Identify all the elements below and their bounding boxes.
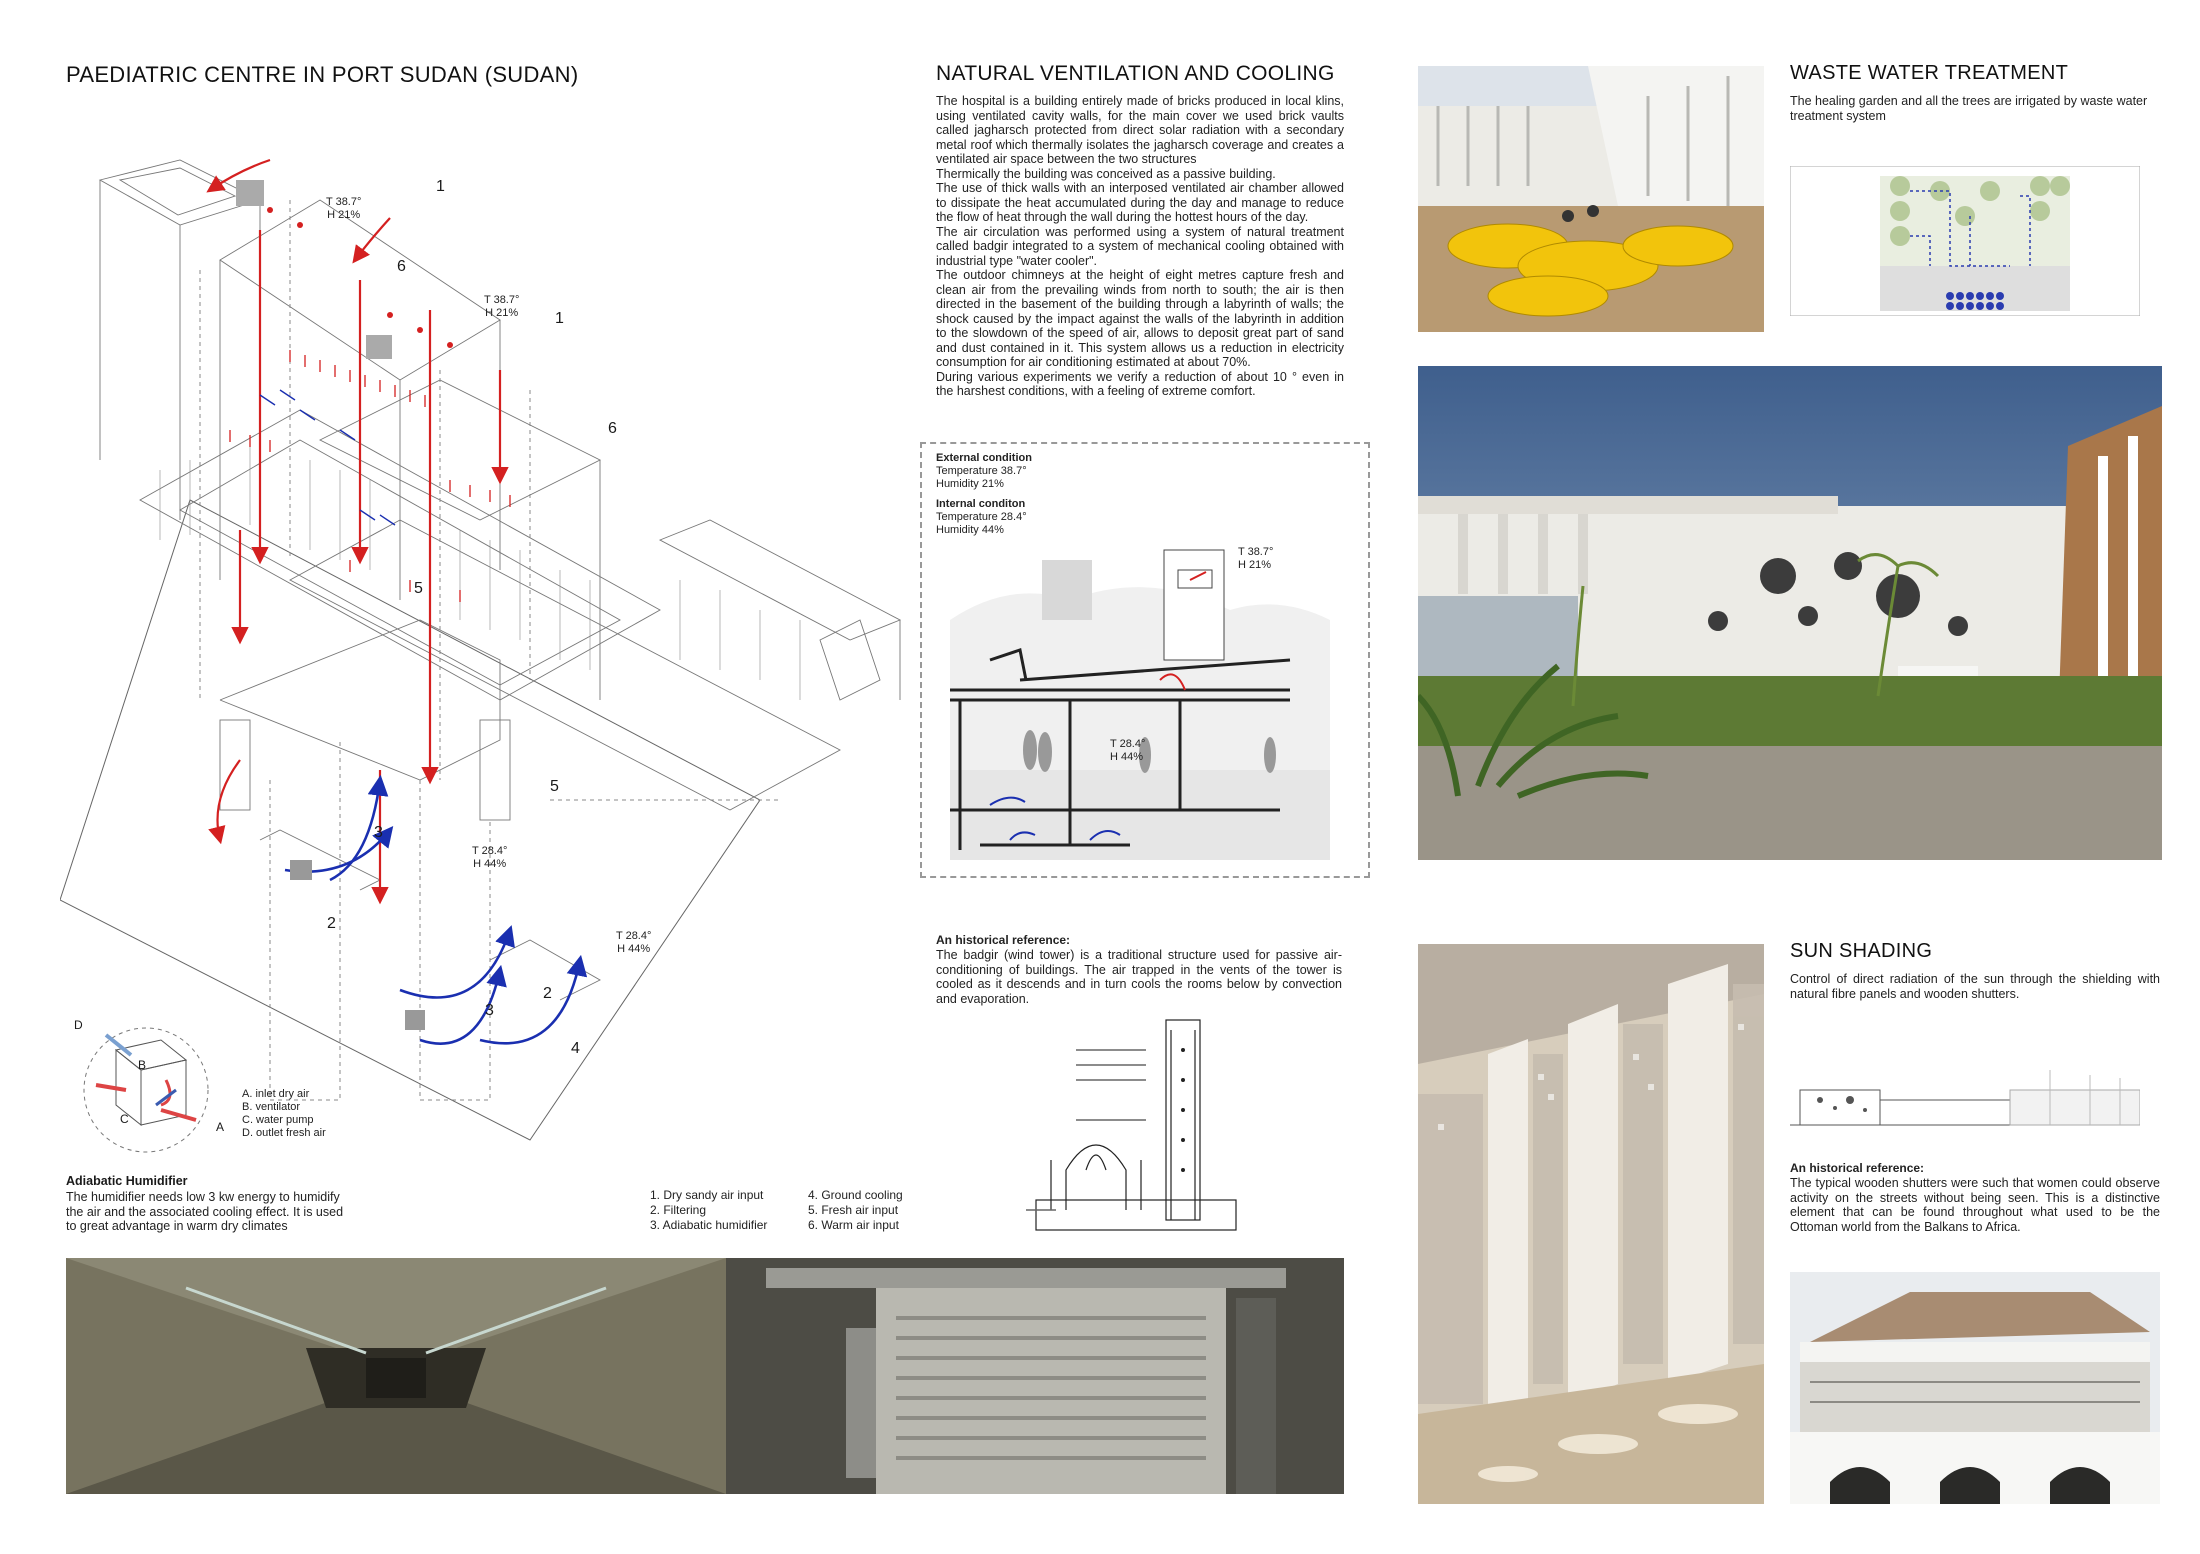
humidifier-label-b: B xyxy=(138,1058,147,1072)
humidifier-label-a: A xyxy=(216,1120,225,1134)
sun-shading-photo xyxy=(1418,944,1764,1504)
ottoman-building-photo xyxy=(1790,1272,2160,1504)
sun-shading-text: Control of direct radiation of the sun through the shielding with natural fibre panels and wooden shutters. xyxy=(1790,972,2160,1001)
wastewater-title: WASTE WATER TREATMENT xyxy=(1790,62,2069,84)
label-2-right: 2 xyxy=(543,985,552,1002)
ventilation-title: NATURAL VENTILATION AND COOLING xyxy=(936,62,1335,85)
humidifier-title: Adiabatic Humidifier xyxy=(66,1174,188,1188)
label-3-left: 3 xyxy=(374,824,383,841)
section-inside-reading: T 28.4° H 44% xyxy=(1110,738,1146,763)
label-2-left: 2 xyxy=(327,915,336,932)
label-1-top: 1 xyxy=(436,178,445,195)
humidifier-diagram xyxy=(66,1010,226,1170)
elevation-drawing xyxy=(1790,1070,2140,1130)
label-1-right: 1 xyxy=(555,310,564,327)
sun-historical-title: An historical reference: xyxy=(1790,1161,1925,1175)
wastewater-text: The healing garden and all the trees are irrigated by waste water treatment system xyxy=(1790,94,2148,123)
label-4: 4 xyxy=(571,1040,580,1057)
legend-left: 1. Dry sandy air input 2. Filtering 3. Adiabatic humidifier xyxy=(650,1188,768,1232)
wastewater-plan xyxy=(1790,166,2140,316)
sun-shading-title: SUN SHADING xyxy=(1790,940,1933,962)
section-outside-reading: T 38.7° H 21% xyxy=(1238,546,1274,571)
section-drawing xyxy=(950,540,1330,860)
label-3-right: 3 xyxy=(485,1002,494,1019)
humidifier-label-c: C xyxy=(120,1112,129,1126)
sun-historical-text: The typical wooden shutters were such that women could observe activity on the streets without being seen. This is a distinctive element that can be found throughout what used to be the Ottoman world from the Balkans to Africa. xyxy=(1790,1176,2160,1234)
external-condition: External condition Temperature 38.7° Humidity 21% xyxy=(936,452,1032,490)
legend-right: 4. Ground cooling 5. Fresh air input 6. Warm air input xyxy=(808,1188,903,1232)
ventilation-text: The hospital is a building entirely made of bricks produced in local klins, using ventilated cavity walls, for the main cover we used brick vaults called jagharsch protected from direct solar radiation with a secondary metal roof which thermally isolates the jagharsch coverage and creates a ventilated air space between the two structures Thermically the building was conceived as a passive building. The use of thick walls with an interposed ventilated air chamber allowed to dissipate the heat accumulated during the day and manage to reduce the flow of heat through the wall during the hottest hours of the day. The air circulation was performed using a system of natural treatment called badgir integrated to a system of mechanical cooling obtained with industrial type "water cooler". The outdoor chimneys at the height of eight metres capture fresh and clean air from the prevailing winds from north to south; the air is then directed in the basement of the building through a labyrinth of walls; the shock caused by the impact against the walls of the labyrinth in addition to the slowdown of the speed of air, allows to deposit great part of sand and dust contained in it. This system allows us a reduction in electricity consumption for air conditioning estimated at about 70%. During various experiments we verify a reduction of about 10 ° even in the harshest conditions, with a feeling of extreme comfort. xyxy=(936,94,1344,398)
axo-cool-reading-right: T 28.4° H 44% xyxy=(616,930,652,955)
basement-photo xyxy=(66,1258,1344,1494)
label-5-upper: 5 xyxy=(414,580,423,597)
humidifier-text: The humidifier needs low 3 kw energy to humidify the air and the associated cooling effect. It is used to great advantage in warm dry climates xyxy=(66,1190,344,1233)
badgir-drawing xyxy=(1016,1010,1246,1240)
internal-condition: Internal conditon Temperature 28.4° Humidity 44% xyxy=(936,498,1027,536)
axo-hot-reading-top: T 38.7° H 21% xyxy=(326,196,362,221)
page-title: PAEDIATRIC CENTRE IN PORT SUDAN (SUDAN) xyxy=(66,62,579,87)
historical-title: An historical reference: xyxy=(936,933,1071,947)
label-6-top: 6 xyxy=(397,258,406,275)
humidifier-legend: A. inlet dry air B. ventilator C. water pump D. outlet fresh air xyxy=(242,1088,326,1139)
humidifier-label-d: D xyxy=(74,1018,83,1032)
axo-cool-reading-left: T 28.4° H 44% xyxy=(472,845,508,870)
label-6-right: 6 xyxy=(608,420,617,437)
axo-hot-reading-right: T 38.7° H 21% xyxy=(484,294,520,319)
label-5-lower: 5 xyxy=(550,778,559,795)
healing-garden-photo xyxy=(1418,366,2162,860)
historical-text: The badgir (wind tower) is a traditional structure used for passive air-conditioning of buildings. The air trapped in the vents of the tower is cooled as it descends and in turn cools the rooms below by convection and evaporation. xyxy=(936,948,1342,1006)
wastewater-photo xyxy=(1418,66,1764,332)
